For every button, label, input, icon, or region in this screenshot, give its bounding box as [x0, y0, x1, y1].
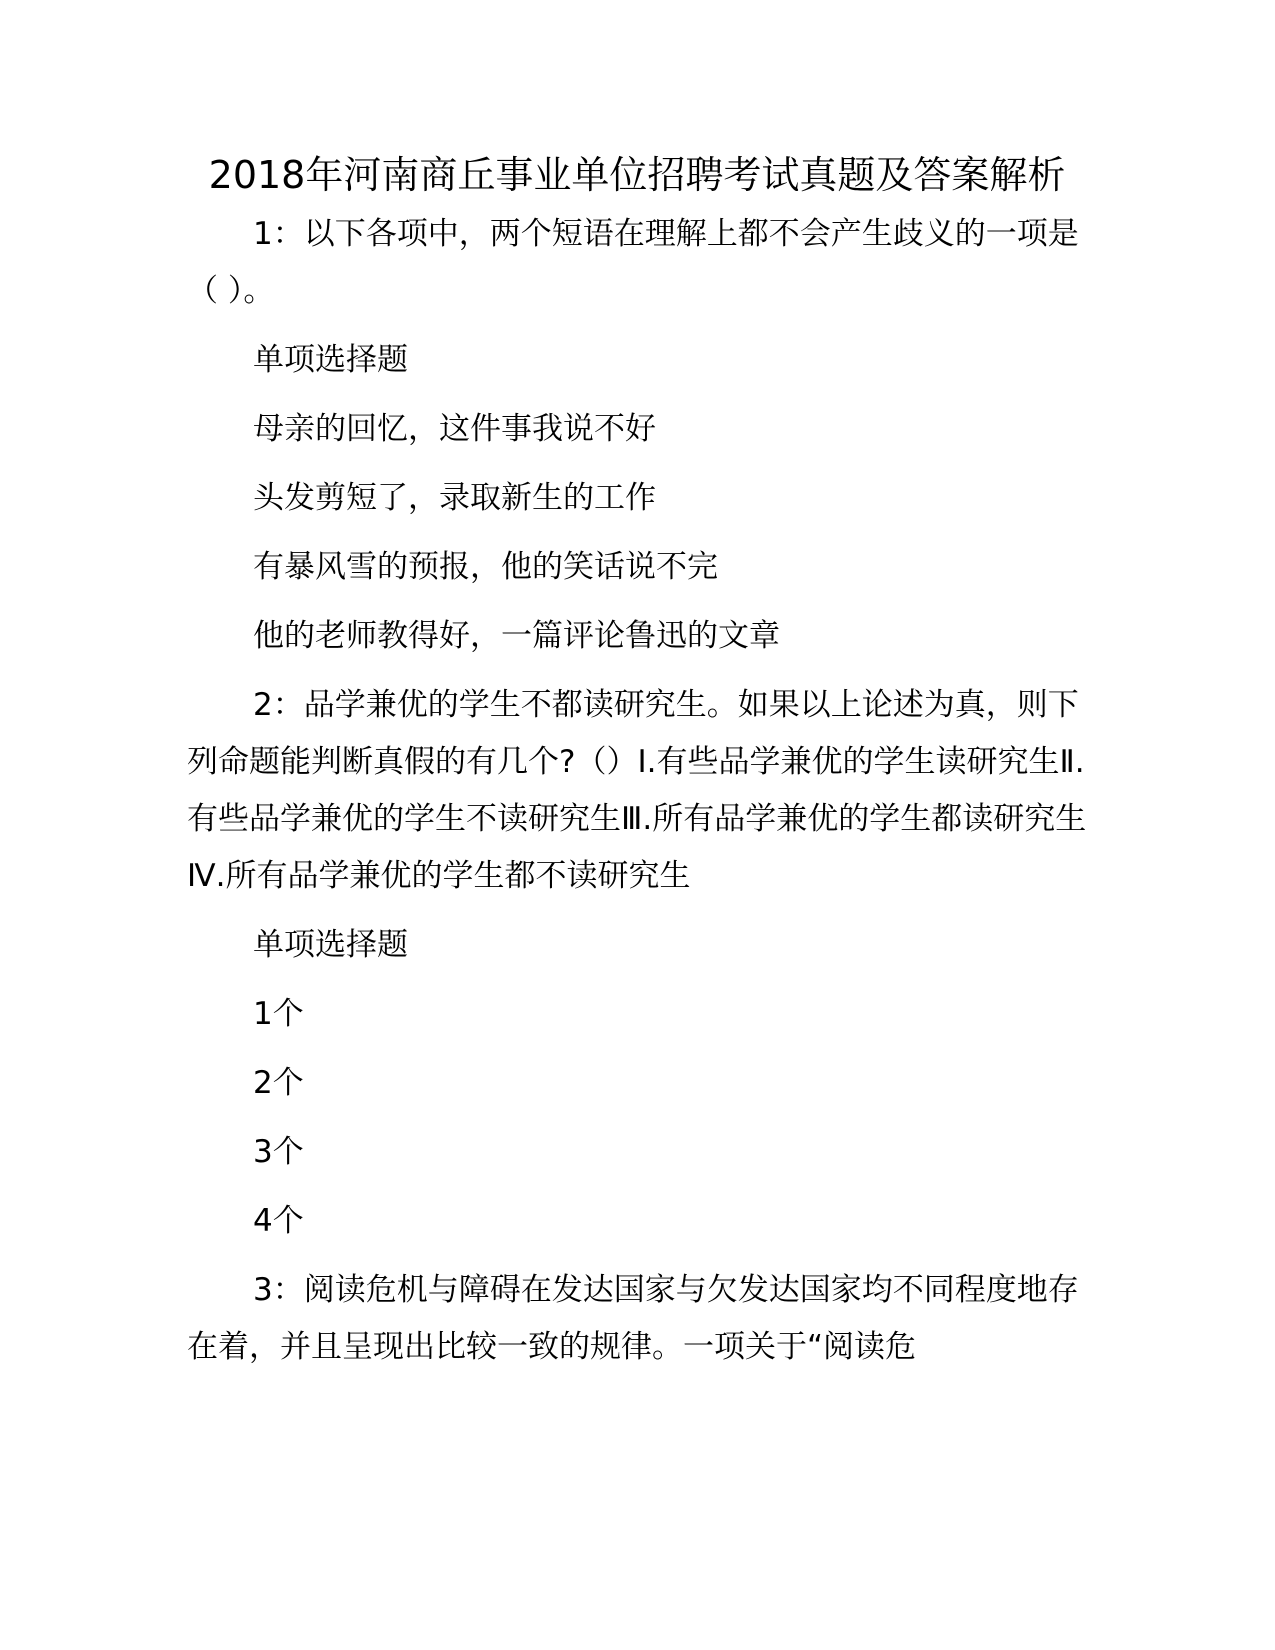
- document-page: [187, 150, 1087, 1376]
- document-title: 2018年河南商丘事业单位招聘考试真题及答案解析: [208, 153, 1066, 197]
- question-1-option-b: 头发剪短了，录取新生的工作: [253, 480, 656, 516]
- question-2-option-b: 2个: [253, 1065, 304, 1101]
- question-2-option-c: 3个: [253, 1134, 304, 1170]
- question-2-stem: 2：品学兼优的学生不都读研究生。如果以上论述为真，则下列命题能判断真假的有几个?（）Ⅰ.有些品学兼优的学生读研究生Ⅱ.有些品学兼优的学生不读研究生Ⅲ.所有品学兼优的学生都读研究生Ⅳ.所有品学兼优的学生都不读研究生: [187, 687, 1087, 894]
- question-1-type: 单项选择题: [253, 342, 408, 378]
- question-1-option-a: 母亲的回忆，这件事我说不好: [253, 411, 656, 447]
- question-2-type: 单项选择题: [253, 927, 408, 963]
- question-2-option-d: 4个: [253, 1203, 304, 1239]
- question-1-stem: 1：以下各项中，两个短语在理解上都不会产生歧义的一项是（ ）。: [187, 216, 1079, 309]
- question-1-option-d: 他的老师教得好，一篇评论鲁迅的文章: [253, 618, 780, 654]
- question-1-option-c: 有暴风雪的预报，他的笑话说不完: [253, 549, 718, 585]
- question-2-option-a: 1个: [253, 996, 304, 1032]
- question-3-stem: 3：阅读危机与障碍在发达国家与欠发达国家均不同程度地存在着，并且呈现出比较一致的规律。一项关于“阅读危: [187, 1272, 1079, 1365]
